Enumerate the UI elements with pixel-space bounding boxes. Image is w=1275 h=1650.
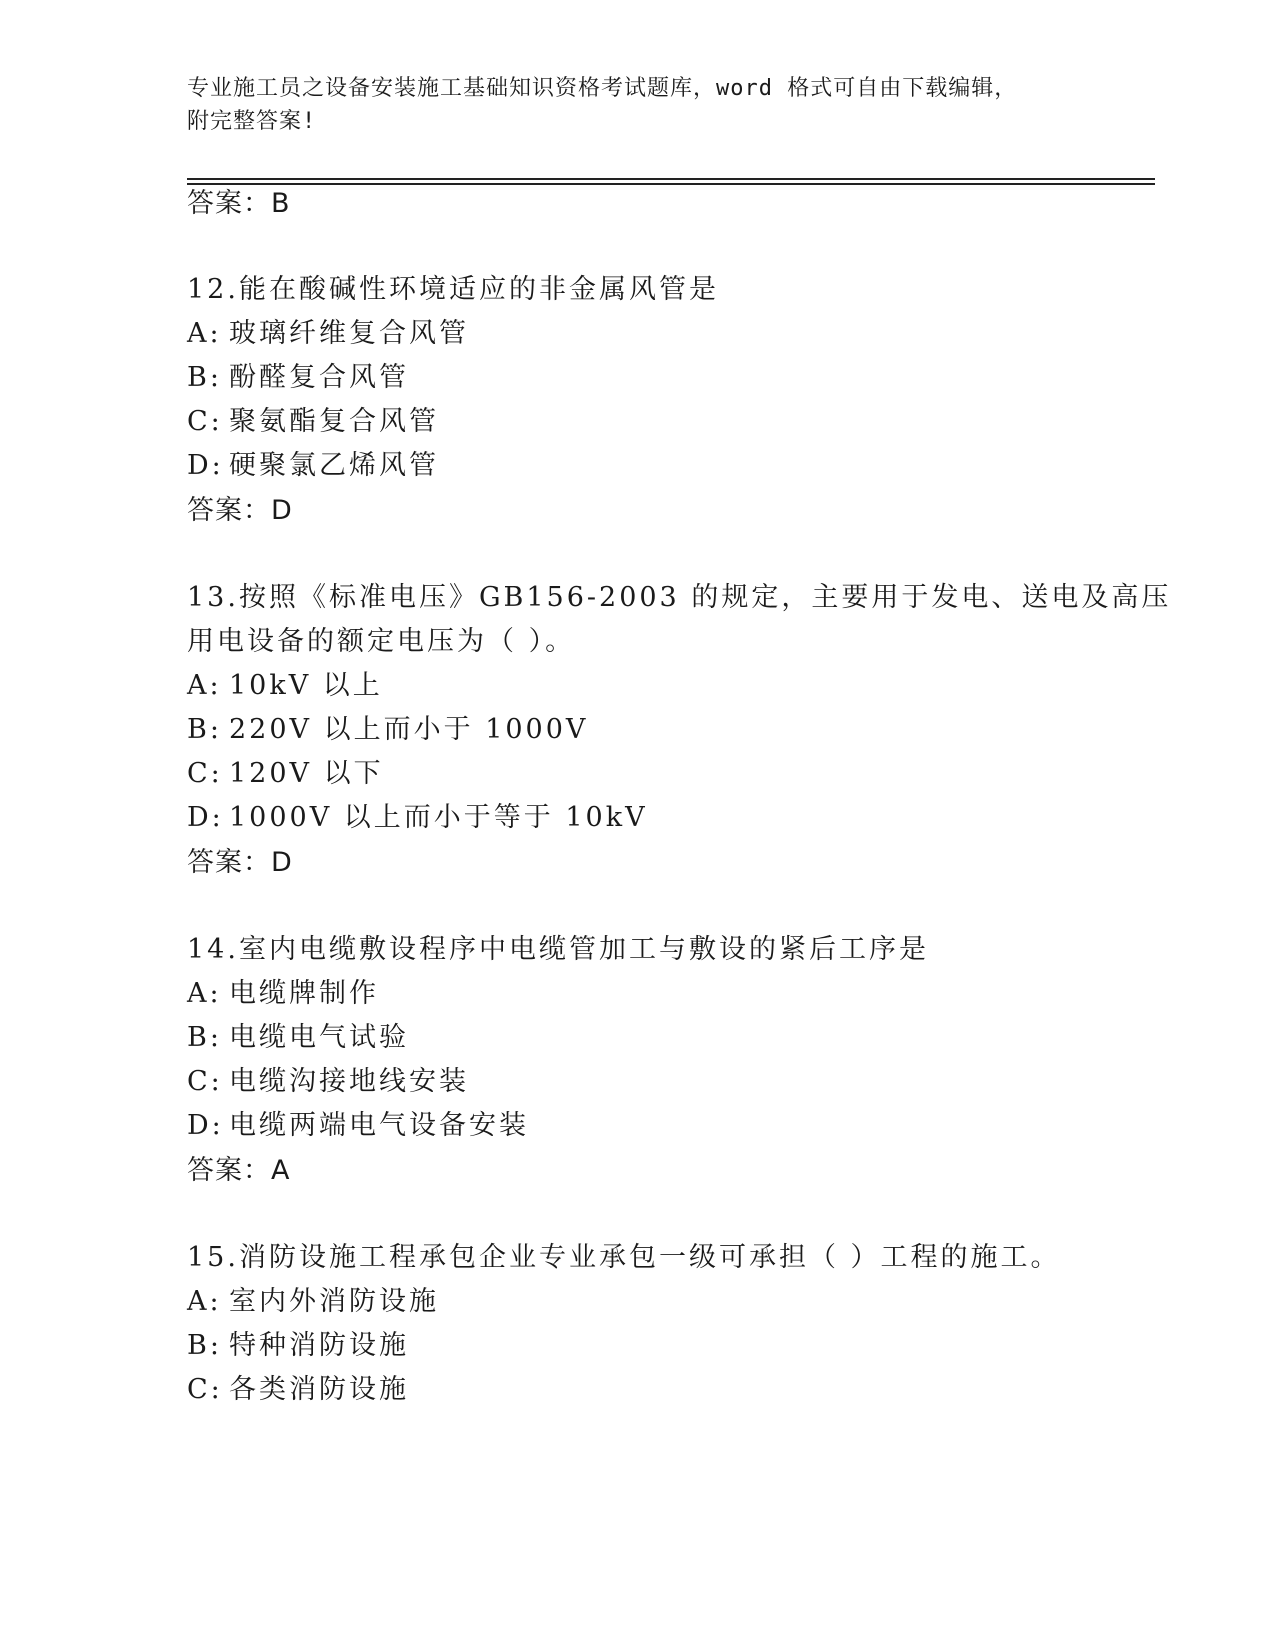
option-text: 10kV 以上 <box>229 670 383 701</box>
option-key: C: <box>187 406 223 437</box>
option-text: 电缆沟接地线安装 <box>229 1066 469 1097</box>
option-key: D: <box>187 802 224 833</box>
option-b <box>187 1020 409 1056</box>
option-c <box>187 404 439 440</box>
option-b <box>187 712 588 748</box>
answer-value: D <box>271 495 293 526</box>
header-divider-top <box>187 178 1155 180</box>
option-text: 电缆两端电气设备安装 <box>229 1110 529 1141</box>
answer-line <box>187 186 291 222</box>
question-text <box>187 1240 1061 1276</box>
option-key: A: <box>187 670 222 701</box>
answer-line <box>187 845 293 881</box>
option-c <box>187 1064 469 1100</box>
question-stem: 消防设施工程承包企业专业承包一级可承担（ ）工程的施工。 <box>238 1242 1061 1273</box>
option-text: 酚醛复合风管 <box>229 362 409 393</box>
question-text <box>187 580 1171 616</box>
option-key: D: <box>187 1110 224 1141</box>
option-b <box>187 360 409 396</box>
question-text-continued: 用电设备的额定电压为（ ）。 <box>187 626 576 657</box>
option-key: C: <box>187 1066 223 1097</box>
option-key: D: <box>187 450 224 481</box>
question-text <box>187 932 929 968</box>
option-c <box>187 756 384 792</box>
option-a <box>187 668 383 704</box>
option-text: 电缆电气试验 <box>229 1022 409 1053</box>
header-title-line-2: 附完整答案! <box>187 109 317 134</box>
option-d <box>187 800 648 836</box>
option-key: A: <box>187 978 222 1009</box>
option-text: 电缆牌制作 <box>229 978 379 1009</box>
header-title-line-1: 专业施工员之设备安装施工基础知识资格考试题库，word 格式可自由下载编辑， <box>187 76 1018 101</box>
answer-value: D <box>271 847 293 878</box>
option-a <box>187 976 379 1012</box>
option-text: 120V 以下 <box>229 758 384 789</box>
option-key: A: <box>187 1286 222 1317</box>
question-stem: 室内电缆敷设程序中电缆管加工与敷设的紧后工序是 <box>238 934 929 965</box>
answer-label: 答案： <box>187 1155 271 1186</box>
answer-label: 答案： <box>187 847 271 878</box>
answer-line <box>187 493 293 529</box>
answer-label: 答案： <box>187 495 271 526</box>
answer-value: B <box>271 188 291 219</box>
option-a <box>187 1284 439 1320</box>
option-key: C: <box>187 1374 223 1405</box>
question-number: 14. <box>187 934 239 965</box>
option-key: B: <box>187 1330 222 1361</box>
option-b <box>187 1328 409 1364</box>
option-text: 室内外消防设施 <box>229 1286 439 1317</box>
option-text: 特种消防设施 <box>229 1330 409 1361</box>
option-text: 1000V 以上而小于等于 10kV <box>229 802 648 833</box>
option-key: C: <box>187 758 223 789</box>
option-key: B: <box>187 1022 222 1053</box>
option-a <box>187 316 469 352</box>
question-number: 15. <box>187 1242 239 1273</box>
option-key: B: <box>187 714 222 745</box>
answer-line <box>187 1153 290 1189</box>
option-text: 各类消防设施 <box>229 1374 409 1405</box>
header-divider-bottom <box>187 183 1155 185</box>
question-number: 13. <box>187 582 239 613</box>
question-number: 12. <box>187 274 239 305</box>
option-d <box>187 1108 529 1144</box>
answer-value: A <box>271 1155 291 1186</box>
option-text: 聚氨酯复合风管 <box>229 406 439 437</box>
option-key: B: <box>187 362 222 393</box>
option-c <box>187 1372 409 1408</box>
document-header <box>187 72 1067 138</box>
option-d <box>187 448 439 484</box>
question-stem: 能在酸碱性环境适应的非金属风管是 <box>238 274 719 305</box>
option-text: 玻璃纤维复合风管 <box>229 318 469 349</box>
question-stem: 按照《标准电压》GB156-2003 的规定，主要用于发电、送电及高压 <box>238 582 1172 613</box>
option-text: 硬聚氯乙烯风管 <box>229 450 439 481</box>
option-key: A: <box>187 318 222 349</box>
question-text <box>187 272 719 308</box>
option-text: 220V 以上而小于 1000V <box>229 714 589 745</box>
answer-label: 答案： <box>187 188 271 219</box>
